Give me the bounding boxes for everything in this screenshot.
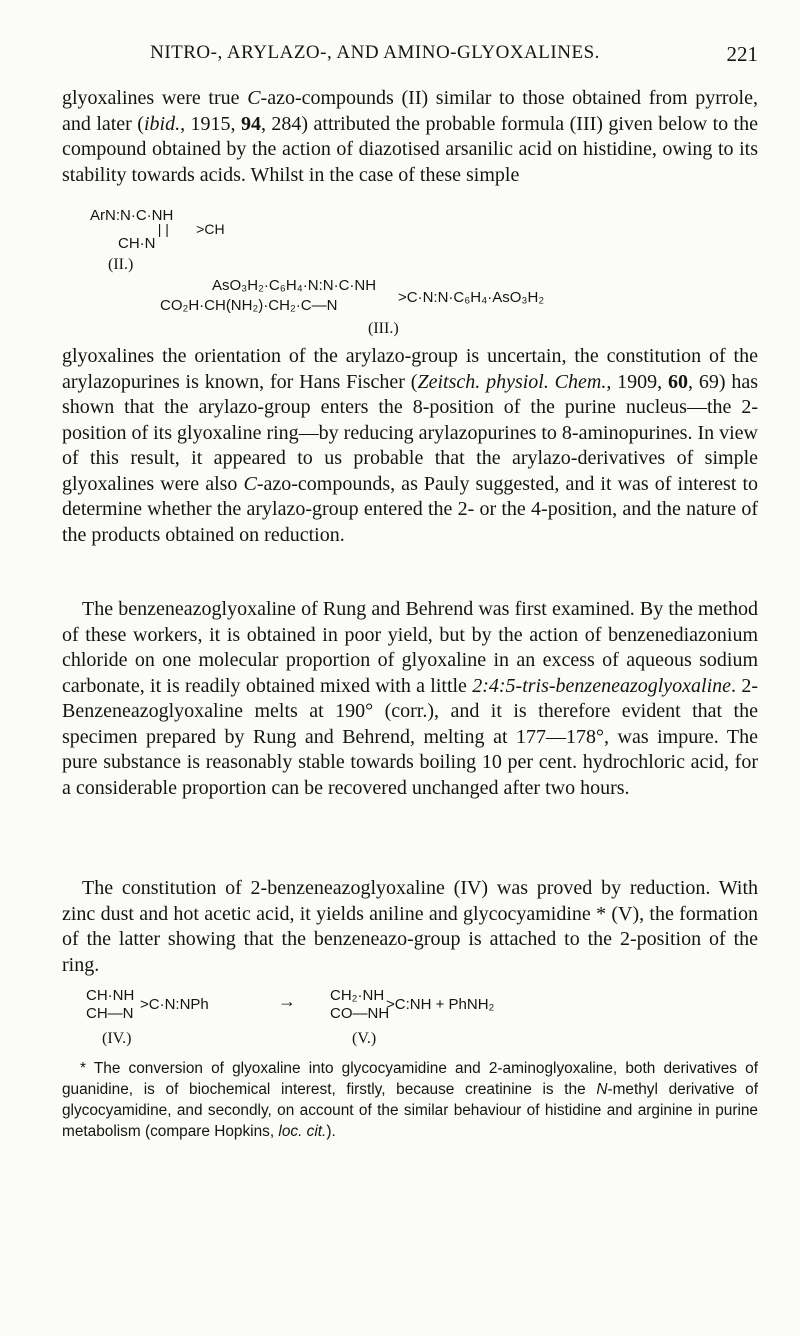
formula-iv-line2: CH—N xyxy=(86,1005,134,1022)
paragraph-4: The constitution of 2-benzeneazoglyoxaline (IV) was proved by reduction. With zinc dust and hot acetic acid, it yields aniline and glycocyamidine * (V), the formation of the latter showing that the benzeneazo-group is attached to the 2-position of the ring. xyxy=(62,877,758,976)
para1-c-italic: C xyxy=(247,87,261,109)
para2-text-3: , 69) has shown that the arylazo-group enters the 8-position of the purine nucleus—the 2-position of its glyoxaline ring—by reducing arylazopurines to 8-aminopurines. In view of this result, it appeared to us probable that the arylazo-derivatives of simple glyoxalines were also xyxy=(62,370,758,495)
para1-text-1: glyoxalines were true xyxy=(62,87,248,109)
para2-text-1: glyoxalines the orientation of the arylazo-group is uncertain, the constitution of the arylazopurines is known, for Hans Fischer ( xyxy=(62,345,758,393)
footnote-loc-cit: loc. cit. xyxy=(278,1123,327,1140)
running-header xyxy=(62,42,758,72)
para2-text-2: , 1909, xyxy=(606,370,669,393)
para3-text-1: The benzeneazoglyoxaline of Rung and Behrend was first examined. By the method of these workers, it is obtained in poor yield, but by the action of benzenediazonium chloride on one molecular proportion of glyoxaline in an excess of aqueous sodium carbonate, it is readily obtained mixed with a little xyxy=(62,598,758,697)
para2-volume: 60 xyxy=(668,370,689,393)
footnote-text-3: ). xyxy=(326,1123,336,1140)
running-title: NITRO-, ARYLAZO-, AND AMINO-GLYOXALINES. xyxy=(150,42,600,63)
para1-text-4: , 284) attributed the probable formula (III) given below to the compound obtained by the action of diazotised arsanilic acid on histidine, owing to its stability towards acids. Whilst in the case of these simple xyxy=(62,112,758,186)
para1-text-3: , 1915, xyxy=(180,112,241,135)
formula-ii-branch: | | >CH xyxy=(150,221,225,237)
formula-v-line1: CH₂·NH xyxy=(330,987,385,1004)
para2-text-4: -azo-compounds, as Pauly suggested, and it was of interest to determine whether the arylazo-group entered the 2- or the 4-position, and the nature of the products obtained on reduction. xyxy=(62,472,758,546)
formula-ii-label: (II.) xyxy=(108,256,134,273)
formula-v-right: >C:NH + PhNH₂ xyxy=(386,996,495,1013)
para1-ibid: ibid. xyxy=(143,112,181,135)
paragraph-2 xyxy=(62,344,758,548)
paragraph-1 xyxy=(62,86,758,188)
formula-ii-bond xyxy=(150,222,225,237)
formula-iv-line1: CH·NH xyxy=(86,987,135,1004)
para2-journal: Zeitsch. physiol. Chem. xyxy=(417,370,607,393)
footnote-n-italic: N xyxy=(596,1081,608,1098)
formula-ii-line2: CH·N xyxy=(118,235,156,252)
paragraph-3 xyxy=(62,597,758,801)
para2-c-italic: C xyxy=(243,472,257,495)
formula-iii-line2a: CO₂H·CH(NH₂)·CH₂·C—N xyxy=(160,297,338,314)
formula-v-line2: CO—NH xyxy=(330,1005,390,1022)
formula-iii-line2b: >C·N:N·C₆H₄·AsO₃H₂ xyxy=(398,289,545,306)
reaction-arrow-icon: → xyxy=(278,991,296,1011)
formula-v-label: (V.) xyxy=(352,1030,377,1047)
footnote xyxy=(62,1058,758,1142)
formula-iii-label: (III.) xyxy=(368,320,399,337)
formula-iv-label: (IV.) xyxy=(102,1030,132,1047)
para1-text-2: -azo-compounds (II) similar to those obtained from pyrrole, and later ( xyxy=(62,87,758,135)
para3-text-2: . 2-Benzeneazoglyoxaline melts at 190° (corr.), and it is therefore evident that the specimen prepared by Rung and Behrend, melting at 177—178°, was impure. The pure substance is reasonably stable towards boiling 10 per cent. hydrochloric acid, for a considerable proportion can be recovered unchanged after two hours. xyxy=(62,674,758,799)
formula-iv-right: >C·N:NPh xyxy=(140,996,209,1013)
formula-iii-line1: AsO₃H₂·C₆H₄·N:N·C·NH xyxy=(212,277,377,294)
footnote-text-2: -methyl derivative of glycocyamidine, and secondly, on account of the similar behaviour of histidine and arginine in purine metabolism (compare Hopkins, xyxy=(62,1081,758,1140)
formula-ii-line1: ArN:N·C·NH xyxy=(90,207,174,224)
para3-tris: 2:4:5-tris-benzeneazoglyoxaline xyxy=(472,674,732,697)
footnote-text-1: * The conversion of glyoxaline into glycocyamidine and 2-aminoglyoxaline, both derivatives of guanidine, is of biochemical interest, firstly, because creatinine is the xyxy=(62,1060,758,1098)
para1-volume: 94 xyxy=(240,112,261,135)
page-number: 221 xyxy=(726,42,758,66)
